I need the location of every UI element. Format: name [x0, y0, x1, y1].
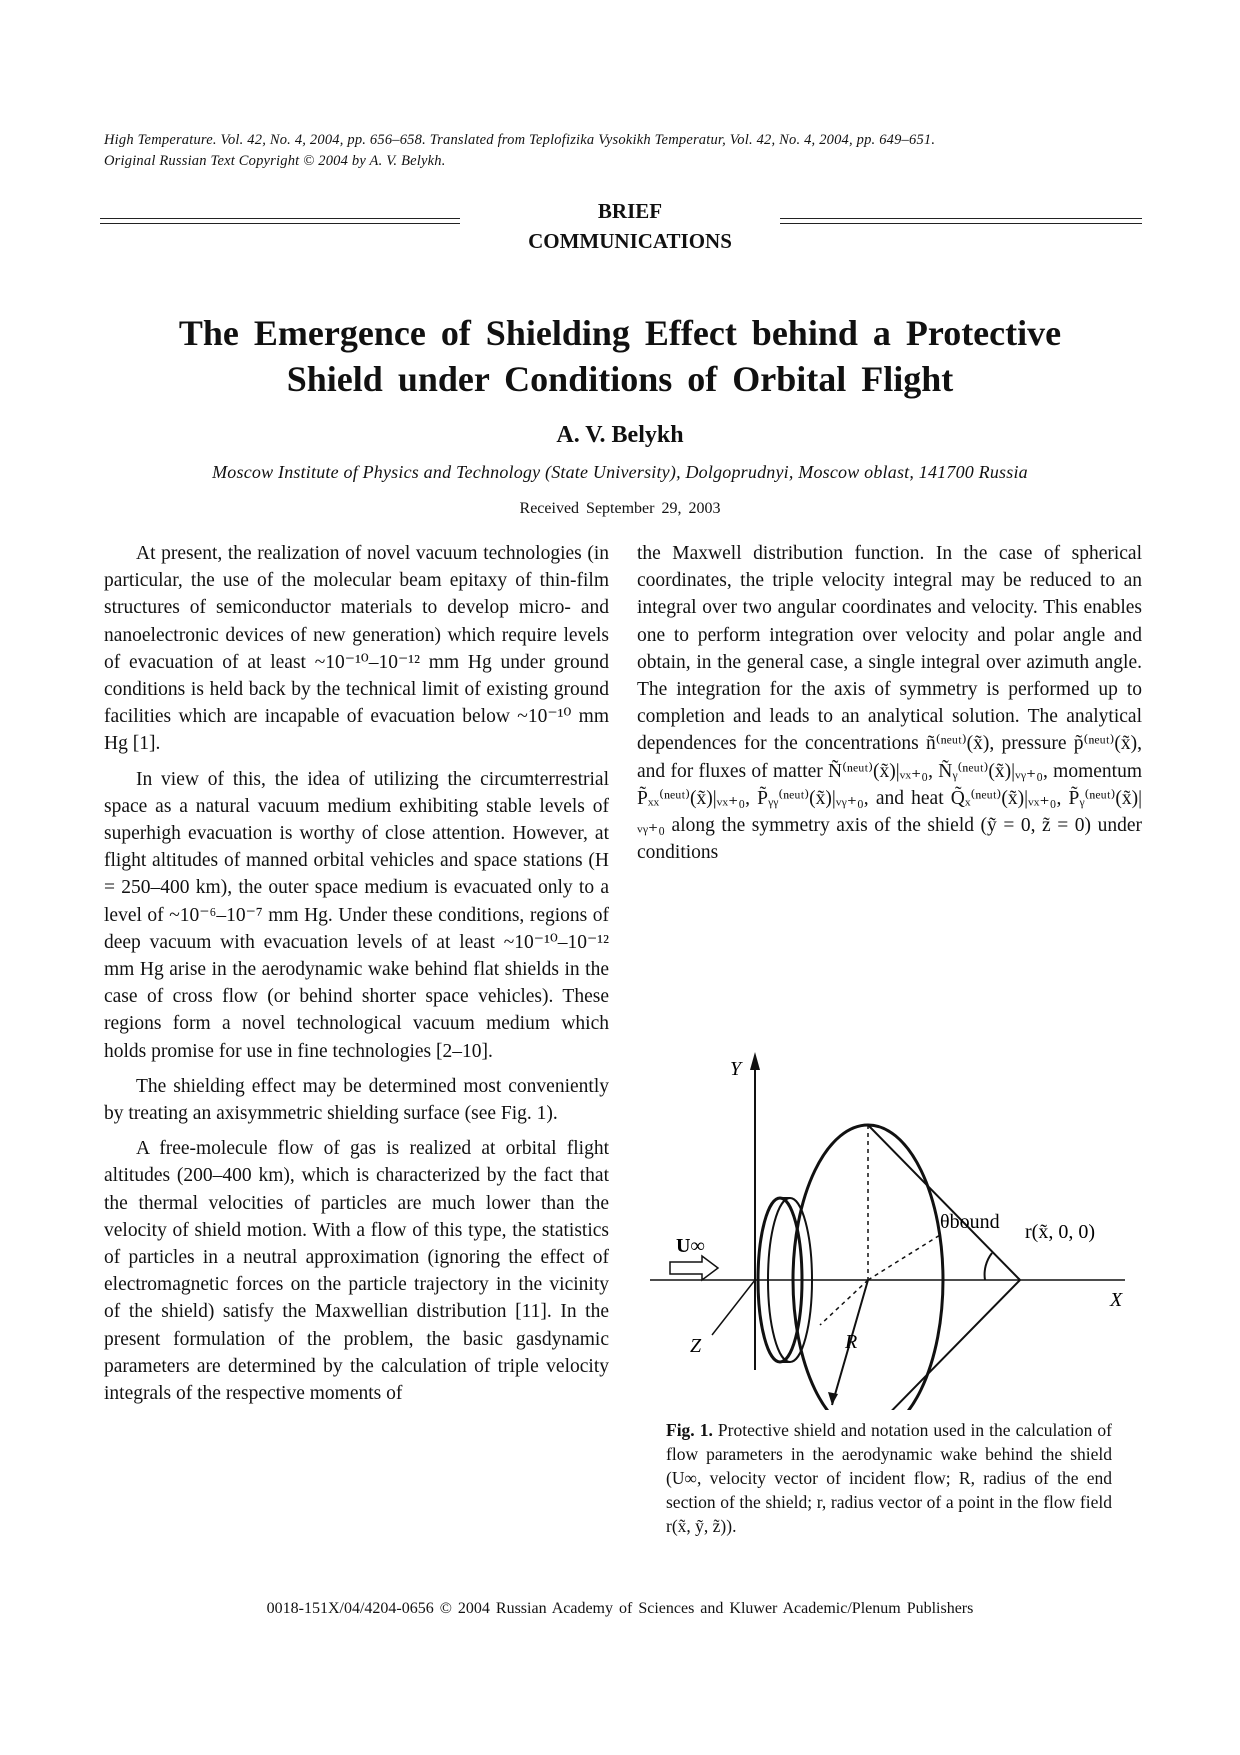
paragraph: the Maxwell distribution function. In the case of spherical coordinates, the triple velocity integral may be reduced to an integral over two angular coordinates and velocity. This enables one to perform integration over velocity and polar angle and obtain, in the general case, a single integral over azimuth angle. The integration for the axis of symmetry is performed up to completion and leads to an analytical solution. The analytical dependences for the concentrations ñ⁽ⁿᵉᵘᵗ⁾(x̃), pressure p̃⁽ⁿᵉᵘᵗ⁾(x̃), and for fluxes of matter Ñ⁽ⁿᵉᵘᵗ⁾(x̃)|ᵥₓ₊₀, Ñᵧ⁽ⁿᵉᵘᵗ⁾(x̃)|ᵥᵧ₊₀, momentum P̃ₓₓ⁽ⁿᵉᵘᵗ⁾(x̃)|ᵥₓ₊₀, P̃ᵧᵧ⁽ⁿᵉᵘᵗ⁾(x̃)|ᵥᵧ₊₀, and heat Q̃ₓ⁽ⁿᵉᵘᵗ⁾(x̃)|ᵥₓ₊₀, P̃ᵧ⁽ⁿᵉᵘᵗ⁾(x̃)|ᵥᵧ₊₀ along the symmetry axis of the shield (ỹ = 0, z̃ = 0) under conditions	[637, 543, 1142, 864]
header-copyright: Original Russian Text Copyright © 2004 by A. V. Belykh.	[104, 153, 446, 169]
section-rule-right	[780, 218, 1142, 228]
caption-text: Protective shield and notation used in the calculation of flow parameters in the aerodynamic wake behind the shield (U∞, velocity vector of incident flow; R, radius of the end section of the shield; r, radius vector of a point in the flow field r(x̃, ỹ, z̃)).	[666, 1420, 1112, 1536]
author-name: A. V. Belykh	[556, 422, 684, 448]
journal-header	[104, 130, 1144, 172]
paragraph: A free-molecule flow of gas is realized at orbital flight altitudes (200–400 km), which is characterized by the fact that the thermal velocities of particles are much lower than the velocity of shield motion. With a flow of this type, the statistics of particles in a neutral approximation (ignoring the effect of electromagnetic forces on the particle trajectory in the vicinity of the shield) satisfy the Maxwellian distribution [11]. In the present formulation of the problem, the basic gasdynamic parameters are determined by the calculation of triple velocity integrals of the respective moments of	[104, 1138, 609, 1405]
label-x: X	[1110, 1289, 1123, 1311]
left-column	[104, 540, 609, 1415]
label-z: Z	[690, 1335, 702, 1357]
label-r-vector: r(x̃, 0, 0)	[1025, 1221, 1095, 1243]
received-date: Received September 29, 2003	[519, 500, 721, 517]
paragraph: In view of this, the idea of utilizing the circumterrestrial space as a natural vacuum medium exhibiting stable levels of superhigh evacuation is worthy of close attention. However, at flight altitudes of manned orbital vehicles and space stations (H = 250–400 km), the outer space medium is evacuated only to a level of ~10⁻⁶–10⁻⁷ mm Hg. Under these conditions, regions of deep vacuum with evacuation levels of at least ~10⁻¹⁰–10⁻¹² mm Hg arise in the aerodynamic wake behind flat shields in the case of cross flow (or behind shorter space vehicles). These regions form a novel technological vacuum medium which holds promise for use in fine technologies [2–10].	[104, 768, 609, 1062]
caption-label: Fig. 1.	[666, 1420, 713, 1440]
z-axis	[712, 1280, 755, 1335]
cone-angle-ref	[868, 1235, 940, 1280]
y-axis-arrow	[750, 1052, 760, 1070]
figure-caption	[666, 1418, 1112, 1538]
paper-title: The Emergence of Shielding Effect behind a Protective Shield under Conditions of Orbital Flight	[178, 313, 1062, 399]
section-rule-left	[100, 218, 460, 228]
section-heading: BRIEF COMMUNICATIONS	[528, 199, 732, 253]
label-y: Y	[730, 1058, 742, 1080]
paragraph: The shielding effect may be determined most conveniently by treating an axisymmetric shielding surface (see Fig. 1).	[104, 1075, 609, 1125]
author-affiliation: Moscow Institute of Physics and Technology (State University), Dolgoprudnyi, Moscow oblast, 141700 Russia	[212, 462, 1028, 482]
label-u-inf: U∞	[676, 1235, 705, 1257]
header-citation: High Temperature. Vol. 42, No. 4, 2004, pp. 656–658. Translated from Teplofizika Vysokikh Temperatur, Vol. 42, No. 4, 2004, pp. 649–651.	[104, 132, 936, 148]
label-theta: θbound	[940, 1211, 1000, 1233]
cone-edge-bottom	[868, 1280, 1020, 1410]
flow-arrow	[670, 1256, 718, 1280]
cone-edge-top	[868, 1125, 1020, 1280]
label-r: R	[845, 1331, 858, 1353]
paragraph: At present, the realization of novel vacuum technologies (in particular, the use of the molecular beam epitaxy of thin-film structures of semiconductor materials to develop micro- and nanoelectronic devices of new generation) which require levels of evacuation of at least ~10⁻¹⁰–10⁻¹² mm Hg under ground conditions is held back by the technical limit of existing ground facilities which are incapable of evacuation below ~10⁻¹⁰ mm Hg [1].	[104, 543, 609, 755]
footer: 0018-151X/04/4204-0656 © 2004 Russian Academy of Sciences and Kluwer Academic/Plenum Publishers	[266, 1600, 974, 1617]
theta-arc	[985, 1253, 992, 1280]
right-column	[637, 540, 1142, 874]
shield-diagram	[640, 1030, 1150, 1410]
